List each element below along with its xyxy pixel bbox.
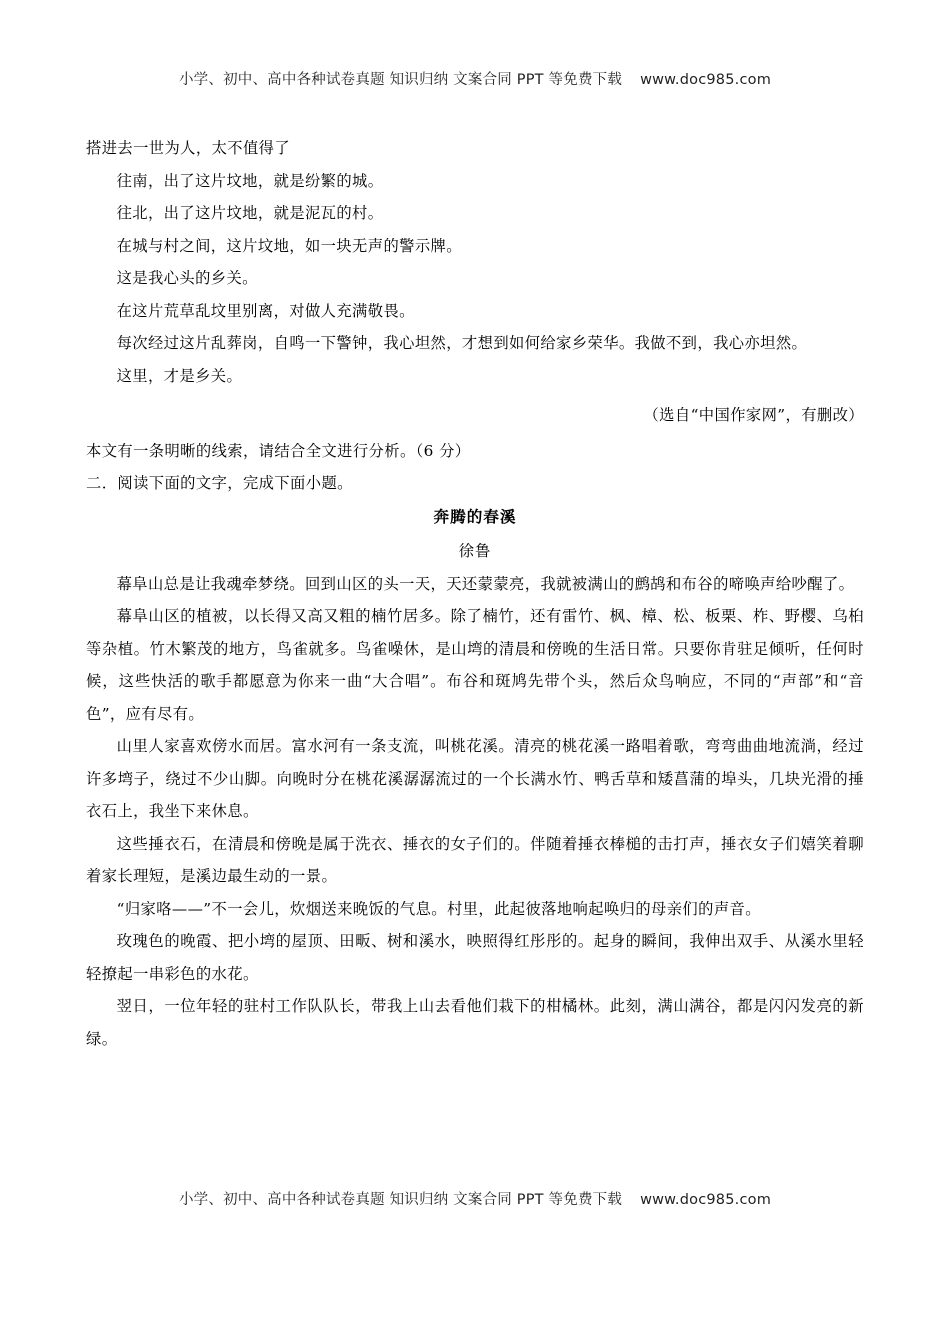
header-note-url: www.doc985.com [640, 72, 772, 88]
source-attribution: （选自“中国作家网”，有删改） [643, 406, 864, 424]
passage-paragraph-4: 这些捶衣石，在清晨和傍晚是属于洗衣、捶衣的女子们的。伴随着捶衣棒槌的击打声，捶衣女子们嬉笑着聊着家长理短，是溪边最生动的一景。 [86, 834, 864, 885]
header-note-text: 小学、初中、高中各种试卷真题 知识归纳 文案合同 PPT 等免费下载 [178, 72, 623, 88]
section-two-heading: 二．阅读下面的文字，完成下面小题。 [86, 474, 353, 492]
page-footer-note [0, 1188, 950, 1209]
document-content [86, 132, 864, 1055]
footer-note-text: 小学、初中、高中各种试卷真题 知识归纳 文案合同 PPT 等免费下载 [178, 1192, 623, 1208]
paragraph-line-2: 往南，出了这片坟地，就是纷繁的城。 [116, 171, 384, 190]
paragraph-line-4: 在城与村之间，这片坟地，如一块无声的警示牌。 [116, 236, 462, 255]
paragraph-line-3: 往北，出了这片坟地，就是泥瓦的村。 [116, 204, 384, 222]
paragraph-line-1: 搭进去一世为人，太不值得了 [86, 139, 291, 157]
paragraph-line-6: 在这片荒草乱坟里别离，对做人充满敬畏。 [116, 301, 415, 320]
passage-paragraph-6: 玫瑰色的晚霞、把小塆的屋顶、田畈、树和溪水，映照得红彤彤的。起身的瞬间，我伸出双手、从溪水里轻轻撩起一串彩色的水花。 [86, 932, 864, 983]
passage-paragraph-2: 幕阜山区的植被，以长得又高又粗的楠竹居多。除了楠竹，还有雷竹、枫、樟、松、板栗、柞、野樱、乌桕等杂植。竹木繁茂的地方，鸟雀就多。鸟雀噪休，是山塆的清晨和傍晚的生活日常。只要你肯驻足倾听，任何时候，这些快活的歌手都愿意为你来一曲“大合唱”。布谷和斑鸠先带个头，然后众鸟响应，不同的“声部”和“音色”，应有尽有。 [86, 607, 864, 723]
paragraph-line-5: 这是我心头的乡关。 [116, 269, 258, 287]
work-title: 奔腾的春溪 [433, 506, 517, 526]
paragraph-line-7: 每次经过这片乱葬岗，自鸣一下警钟，我心坦然，才想到如何给家乡荣华。我做不到，我心亦坦然。 [116, 334, 808, 352]
passage-paragraph-1: 幕阜山总是让我魂牵梦绕。回到山区的头一天，天还蒙蒙亮，我就被满山的鹧鸪和布谷的啼唤声给吵醒了。 [116, 574, 855, 593]
paragraph-line-8: 这里，才是乡关。 [116, 366, 243, 385]
question-prompt: 本文有一条明晰的线索，请结合全文进行分析。（6 分） [86, 441, 471, 460]
footer-note-url: www.doc985.com [640, 1192, 772, 1208]
passage-paragraph-5: “归家咯——”不一会儿，炊烟送来晚饭的气息。村里，此起彼落地响起唤归的母亲们的声音。 [116, 899, 761, 918]
passage-paragraph-3: 山里人家喜欢傍水而居。富水河有一条支流，叫桃花溪。清亮的桃花溪一路唱着歌，弯弯曲曲地流淌，经过许多塆子，绕过不少山脚。向晚时分在桃花溪潺潺流过的一个长满水竹、鸭舌草和矮菖蒲的埠头，几块光滑的捶衣石上，我坐下来休息。 [86, 737, 864, 820]
passage-paragraph-7: 翌日，一位年轻的驻村工作队队长，带我上山去看他们栽下的柑橘林。此刻，满山满谷，都是闪闪发亮的新绿。 [86, 997, 864, 1048]
work-author: 徐鲁 [458, 541, 492, 560]
page-header-note [0, 68, 950, 89]
